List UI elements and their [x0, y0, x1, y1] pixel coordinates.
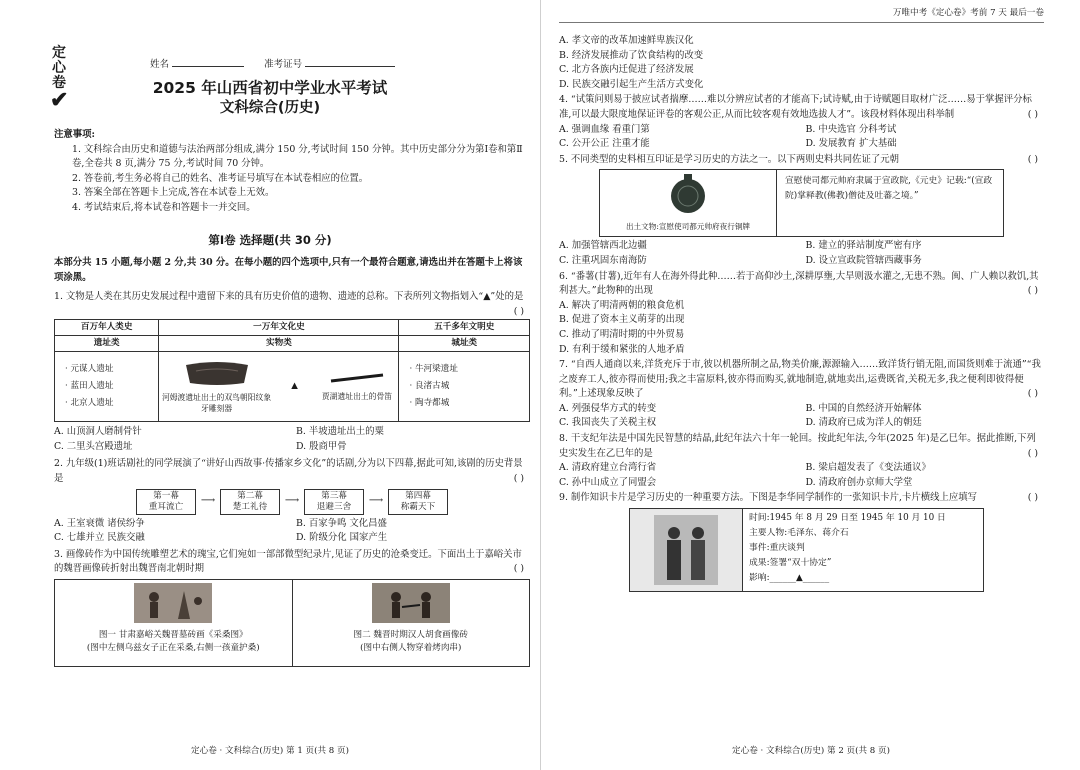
card-line: 时间:1945 年 8 月 29 日至 1945 年 10 月 10 日: [749, 513, 946, 524]
option: C. 二里头宫殿遗址: [54, 440, 133, 452]
question-4: [559, 93, 1044, 151]
act-box: 第一幕 重耳流亡: [136, 489, 196, 515]
q7-options: [559, 402, 1044, 431]
placeholder-mark: ▲: [274, 352, 316, 422]
act-box: 第三幕 退避三舍: [304, 489, 364, 515]
option: A. 解决了明清两朝的粮食危机: [559, 299, 685, 311]
brick-figures: [54, 579, 530, 667]
question-2: [54, 457, 530, 545]
answer-paren: ( ): [1027, 388, 1038, 400]
sub-head: 遗址类: [55, 336, 159, 352]
city-list: [399, 352, 530, 422]
arrow-right-icon: ⟶: [368, 495, 384, 507]
name-blank: [172, 56, 244, 67]
bronze-plate: [600, 170, 777, 236]
option: C. 注重巩固东南海防: [559, 254, 647, 266]
figure-caption: 图一 甘肃嘉峪关魏晋墓砖画《采桑图》: [98, 629, 248, 640]
answer-paren: ( ): [1027, 285, 1038, 297]
question-5: [559, 153, 1044, 269]
option: A. 孝文帝的改革加速鲜卑族汉化: [559, 35, 694, 46]
sub-head: 城址类: [399, 336, 530, 352]
stamp-text: 定心卷: [52, 45, 66, 91]
exam-subtitle: 文科综合(历史): [219, 100, 321, 116]
notes-title: 注意事项:: [54, 129, 95, 140]
city-item: · 良渚古城: [409, 381, 450, 392]
q3-options: [559, 34, 1044, 92]
figure-caption: 图二 魏晋时期汉人胡食画像砖: [353, 629, 468, 640]
q2-stem: 2. 九年级(1)班话剧社的同学展演了“讲好山西故事·传播家乡文化”的话剧,分为以下四幕,据此可知,该剧的历史背景是: [54, 458, 523, 484]
act-flow: [54, 489, 530, 515]
answer-paren: ( ): [1027, 153, 1038, 165]
option: A. 清政府建立台湾行省: [559, 462, 657, 474]
option: B. 促进了资本主义萌芽的出现: [559, 314, 685, 326]
note-item: 3. 答案全部在答题卡上完成,答在本试卷上无效。: [72, 187, 275, 199]
option: C. 七雄并立 民族交融: [54, 532, 145, 544]
option: A. 列强侵华方式的转变: [559, 402, 657, 414]
option: D. 设立宣政院管辖西藏事务: [805, 254, 922, 266]
option: A. 山顶洞人磨制骨针: [54, 426, 142, 438]
knowledge-card: [629, 508, 984, 592]
q4-options: [559, 123, 1044, 152]
q2-options: [54, 517, 530, 546]
note-item: 4. 考试结束后,将本试卷和答题卡一并交回。: [72, 201, 256, 213]
site-item: · 元谋人遗址: [65, 364, 114, 375]
option: C. 我国丧失了关税主权: [559, 417, 657, 429]
city-item: · 陶寺都城: [409, 398, 450, 409]
q9-stem: 9. 制作知识卡片是学习历史的一种重要方法。下图是李华同学制作的一张知识卡片,卡片横线上应填写: [559, 492, 978, 504]
check-icon: ✔: [50, 87, 69, 113]
q7-stem: 7. “自西人通商以来,洋货充斥于市,彼以机器所制之品,物美价廉,源源输入……致洋货行销无阻,而国货则难于流通”“我之废弃工人,彼亦得而使用;我之丰富原料,彼亦得而购买,就地制造,就地卖出,运费既省,关税无多,我之便利即彼得便利。”上述现象反映了: [559, 359, 1041, 400]
arrow-right-icon: ⟶: [284, 495, 300, 507]
option: D. 民族交融引起生产生活方式变化: [559, 78, 704, 90]
page-footer: 定心卷 · 文科综合(历史) 第 2 页(共 8 页): [732, 746, 890, 756]
option: B. 中央选官 分科考试: [805, 123, 897, 135]
yuanshi-quote: 宣慰使司都元帅府隶属于宣政院,《元史》记载:“(宣政院)掌释教(佛教)僧徒及吐蕃之境。”: [785, 176, 993, 202]
candidate-info: [150, 56, 395, 70]
artifact-caption: 河姆渡遗址出土的双鸟朝阳纹象牙雕刻器: [161, 393, 272, 414]
site-item: · 北京人遗址: [65, 398, 114, 409]
q8-options: [559, 461, 1044, 490]
right-page: [540, 0, 1080, 770]
answer-paren: ( ): [1027, 492, 1038, 504]
bronze-plate-image: [668, 172, 708, 216]
note-item: 1. 文科综合由历史和道德与法治两部分组成,满分 150 分,考试时间 150 分钟。其中历史部分分为第Ⅰ卷和第Ⅱ卷,全卷共 8 页,满分 75 分,考试时间 70 分钟。: [72, 143, 523, 170]
question-6: [559, 270, 1044, 358]
plate-caption: 出土文物:宣慰使司都元帅府夜行铜牌: [625, 221, 751, 231]
col-head: 一万年文化史: [159, 320, 399, 336]
col-head: 五千多年文明史: [399, 320, 530, 336]
sub-head: 实物类: [159, 336, 399, 352]
q1-table: [54, 319, 530, 422]
option: B. 中国的自然经济开始解体: [805, 402, 922, 414]
question-9: [559, 491, 1044, 592]
card-line: 影响:______▲______: [749, 573, 830, 584]
section-title: 第Ⅰ卷 选择题(共 30 分): [208, 233, 332, 247]
name-label: 姓名: [150, 59, 170, 70]
exam-id-blank: [305, 56, 395, 67]
q1-options: [54, 425, 530, 454]
q5-options: [559, 239, 1044, 268]
option: B. 半坡遗址出土的粟: [296, 426, 384, 438]
col-head: 百万年人类史: [55, 320, 159, 336]
question-8: [559, 432, 1044, 490]
barbecue-brick-image: [372, 583, 450, 623]
option: D. 发展教育 扩大基础: [805, 138, 897, 150]
option: A. 加强管辖西北边疆: [559, 240, 647, 252]
site-item: · 蓝田人遗址: [65, 381, 114, 392]
option: B. 经济发展推动了饮食结构的改变: [559, 49, 704, 61]
exam-id-label: 准考证号: [264, 59, 303, 70]
header-rule: [559, 22, 1044, 24]
card-line: 主要人物:毛泽东、蒋介石: [749, 528, 849, 539]
q5-stem: 5. 不同类型的史料相互印证是学习历史的方法之一。以下两则史料共同佐证了元朝: [559, 153, 900, 165]
answer-paren: ( ): [513, 472, 524, 484]
bone-flute-image: [327, 371, 387, 385]
question-1: [54, 290, 530, 667]
q3-stem: 3. 画像砖作为中国传统雕塑艺术的瑰宝,它们宛如一部部微型纪录片,见证了历史的沧桑变迁。下面出土于嘉峪关市的魏晋画像砖折射出魏晋南北朝时期: [54, 548, 522, 575]
artifact-1: [159, 352, 274, 422]
answer-paren: ( ): [1027, 447, 1038, 459]
option: D. 清政府创办京师大学堂: [805, 476, 913, 488]
option: D. 殷商甲骨: [296, 440, 347, 452]
answer-paren: ( ): [513, 305, 524, 317]
card-line: 成果:签署“双十协定”: [749, 558, 832, 569]
notes: [54, 128, 532, 216]
city-item: · 牛河梁遗址: [409, 364, 458, 375]
q5-sources: [599, 169, 1004, 237]
section-intro: 本部分共 15 小题,每小题 2 分,共 30 分。在每小题的四个选项中,只有一个最符合题意,请选出并在答题卡上将该项涂黑。: [54, 257, 523, 283]
card-text: [743, 509, 983, 591]
artifact-caption: 贾湖遗址出土的骨笛: [321, 391, 393, 401]
artifact-2: [315, 352, 399, 422]
q4-stem: 4. “试策问则易于披应试者揣摩……难以分辨应试者的才能高下;试诗赋,由于诗赋题目取材广泛……易于掌握评分标准,可以最大限度地保证评卷的客观公正,从而比较客观有效地选拔人才”。该段材料体现出科举制: [559, 94, 1032, 120]
option: D. 有利于缓和紧张的人地矛盾: [559, 343, 685, 355]
site-list: [55, 352, 159, 422]
card-photo: [630, 509, 743, 591]
exam-title: 2025 年山西省初中学业水平考试: [152, 79, 388, 97]
option: B. 百家争鸣 文化昌盛: [296, 517, 387, 529]
option: A. 强调血缘 看重门第: [559, 123, 650, 135]
answer-paren: ( ): [513, 563, 524, 575]
series-header: 万唯中考《定心卷》考前 7 天 最后一卷: [892, 8, 1044, 18]
mulberry-brick-image: [134, 583, 212, 623]
option: B. 建立的驿站制度严密有序: [805, 240, 922, 252]
option: A. 王室衰微 诸侯纷争: [54, 517, 145, 529]
figure-note: (图中左侧乌兹女子正在采桑,右侧一孩童护桑): [86, 643, 260, 654]
question-3: [54, 548, 530, 667]
option: D. 阶级分化 国家产生: [296, 532, 388, 544]
q1-stem: 1. 文物是人类在其历史发展过程中遗留下来的具有历史价值的遗物、遗迹的总称。下表所列文物指划入“▲”处的是: [54, 291, 524, 302]
card-line: 事件:重庆谈判: [749, 543, 805, 554]
ivory-carving-image: [184, 359, 250, 387]
historical-photo-image: [654, 515, 718, 585]
note-item: 2. 答卷前,考生务必将自己的姓名、准考证号填写在本试卷相应的位置。: [72, 172, 369, 184]
arrow-right-icon: ⟶: [200, 495, 216, 507]
option: C. 孙中山成立了同盟会: [559, 476, 657, 488]
page-footer: 定心卷 · 文科综合(历史) 第 1 页(共 8 页): [191, 746, 349, 756]
option: B. 梁启超发表了《变法通议》: [805, 462, 931, 474]
act-box: 第二幕 楚工礼待: [220, 489, 280, 515]
figure-2: [293, 580, 530, 666]
q6-stem: 6. “番薯(甘薯),近年有人在海外得此种……若于高仰沙土,深耕厚壅,大旱则汲水灌之,无患不熟。闽、广人赖以救饥,其利甚大。”此物种的出现: [559, 270, 1039, 297]
act-box: 第四幕 称霸天下: [388, 489, 448, 515]
option: C. 推动了明清时期的中外贸易: [559, 328, 685, 340]
answer-paren: ( ): [1027, 108, 1038, 120]
question-7: [559, 358, 1044, 431]
option: D. 清政府已成为洋人的朝廷: [805, 417, 922, 429]
q8-stem: 8. 干支纪年法是中国先民智慧的结晶,此纪年法六十年一轮回。按此纪年法,今年(2025 年)是乙巳年。据此推断,下列史实发生在乙巳年的是: [559, 433, 1036, 459]
option: C. 北方各族内迁促进了经济发展: [559, 64, 694, 76]
figure-1: [55, 580, 293, 666]
figure-note: (图中右侧人物穿着烤肉串): [360, 643, 462, 654]
option: C. 公开公正 注重才能: [559, 138, 650, 150]
